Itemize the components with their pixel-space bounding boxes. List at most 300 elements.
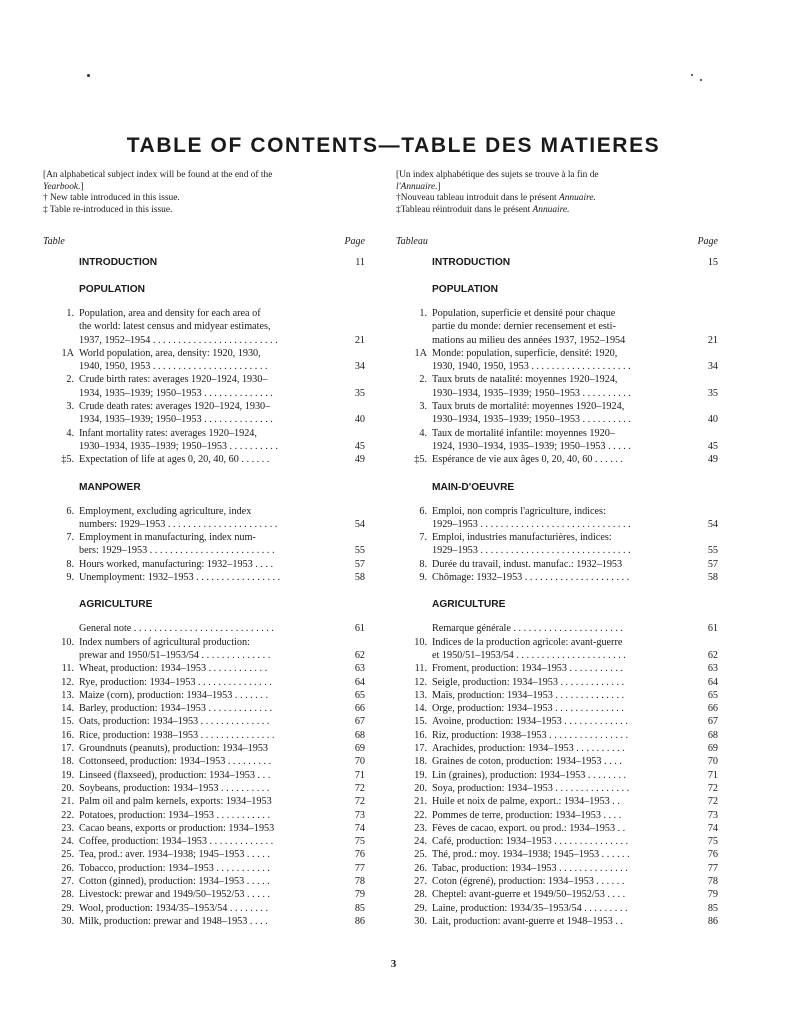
sections-container: [43, 283, 365, 928]
table-number: 14.: [61, 703, 74, 715]
note-line: [Un index alphabétique des sujets se trouve à la fin de: [396, 170, 599, 180]
toc-entry[interactable]: [396, 636, 718, 663]
toc-entry[interactable]: [396, 622, 718, 635]
toc-entry[interactable]: [43, 729, 365, 742]
page-ref: 70: [354, 756, 365, 768]
page-ref: 35: [354, 387, 365, 399]
table-number: 29.: [61, 902, 74, 914]
table-number: 13.: [414, 689, 427, 701]
page-ref: 76: [707, 849, 718, 861]
section-heading-introduction[interactable]: [43, 256, 365, 269]
page-ref: 34: [707, 361, 718, 373]
table-number: 9.: [419, 572, 427, 584]
toc-entry[interactable]: [43, 689, 365, 702]
entry-text: Froment, production: 1934–1953 . . . . . . . . . . .: [432, 663, 624, 675]
page-ref: 75: [354, 836, 365, 848]
index-note: [43, 170, 365, 216]
page-ref: 62: [354, 649, 365, 661]
scan-speck: [87, 74, 90, 77]
table-number: 24.: [61, 836, 74, 848]
page-ref: 71: [354, 769, 365, 781]
entry-text: Lait, production: avant-guerre et 1948–1953 . .: [432, 915, 623, 927]
page-ref: 55: [354, 545, 365, 557]
page-ref: 49: [354, 454, 365, 466]
entry-text: Huile et noix de palme, export.: 1934–1953 . .: [432, 796, 620, 808]
page-ref: 55: [707, 545, 718, 557]
entry-text: Durée du travail, indust. manufac.: 1932–1953: [432, 558, 623, 570]
note-end: ]: [80, 181, 84, 192]
table-number: 1A: [61, 347, 74, 359]
table-number: 10.: [61, 636, 74, 648]
table-number: 28.: [414, 889, 427, 901]
entry-text: Cotton (ginned), production: 1934–1953 . . . . .: [79, 875, 270, 887]
note-text: ‡Tableau réintroduit dans le présent: [396, 204, 533, 215]
page-ref: 58: [707, 572, 718, 584]
table-number: 20.: [61, 782, 74, 794]
entry-text: Wheat, production: 1934–1953 . . . . . . . . . . . .: [79, 663, 268, 675]
toc-entry[interactable]: [396, 835, 718, 848]
entry-text: Indices de la production agricole: avant-guerre: [432, 636, 623, 648]
page-ref: 73: [707, 809, 718, 821]
table-number: 6.: [419, 505, 427, 517]
table-number: 18.: [414, 756, 427, 768]
entry-text: Graines de coton, production: 1934–1953 . . . .: [432, 756, 622, 768]
entry-text: Orge, production: 1934–1953 . . . . . . . . . . . . . .: [432, 703, 624, 715]
toc-entry[interactable]: [396, 902, 718, 915]
entry-text: Infant mortality rates: averages 1920–1924,: [79, 427, 257, 439]
toc-entry[interactable]: [43, 307, 365, 347]
entry-text: 1929–1953 . . . . . . . . . . . . . . . . . . . . . . . . . . . . . .: [432, 545, 631, 557]
entry-text: Rye, production: 1934–1953 . . . . . . . . . . . . . . .: [79, 676, 272, 688]
table-number: 17.: [414, 743, 427, 755]
section-heading[interactable]: POPULATION: [432, 284, 499, 295]
page-ref: 72: [354, 796, 365, 808]
table-number: 18.: [61, 756, 74, 768]
toc-entry[interactable]: [396, 571, 718, 584]
table-number: 12.: [61, 676, 74, 688]
page-ref: 79: [354, 889, 365, 901]
table-number: 1A: [414, 347, 427, 359]
toc-entry[interactable]: [43, 835, 365, 848]
toc-entry[interactable]: [43, 715, 365, 728]
table-number: 21.: [61, 796, 74, 808]
page-ref: 79: [707, 889, 718, 901]
table-number: 9.: [66, 572, 74, 584]
table-number: 10.: [414, 636, 427, 648]
toc-entry[interactable]: [43, 453, 365, 466]
table-number: 1.: [66, 308, 74, 319]
page-ref: 67: [354, 716, 365, 728]
toc-entry[interactable]: [43, 875, 365, 888]
column-page-label: Page: [344, 236, 365, 247]
entry-text: Thé, prod.: moy. 1934–1938; 1945–1953 . . . . . .: [432, 849, 630, 861]
table-number: 3.: [419, 401, 427, 413]
table-number: 25.: [414, 849, 427, 861]
entry-text: 1930–1934, 1935–1939; 1950–1953 . . . . . . . . . .: [432, 387, 631, 399]
table-number: 30.: [414, 915, 427, 927]
toc-entry[interactable]: [43, 427, 365, 454]
entry-text: 1937, 1952–1954 . . . . . . . . . . . . . . . . . . . . . . . . .: [79, 334, 278, 346]
entry-text: numbers: 1929–1953 . . . . . . . . . . . . . . . . . . . . . .: [79, 518, 278, 530]
table-number: 28.: [61, 889, 74, 901]
table-number: 1.: [419, 308, 427, 319]
page-ref: 57: [354, 558, 365, 570]
toc-entry[interactable]: [396, 689, 718, 702]
toc-entry[interactable]: [396, 702, 718, 715]
entry-text: Hours worked, manufacturing: 1932–1953 . . . .: [79, 558, 274, 570]
entry-text: Emploi, non compris l'agriculture, indices:: [432, 505, 606, 517]
note-line: [An alphabetical subject index will be found at the end of the: [43, 170, 273, 180]
toc-entry[interactable]: [396, 307, 718, 347]
page-ref: 72: [707, 796, 718, 808]
toc-entry[interactable]: [396, 755, 718, 768]
entry-text: Oats, production: 1934–1953 . . . . . . . . . . . . . .: [79, 716, 270, 728]
column-header: [43, 236, 365, 250]
column-header: [396, 236, 718, 250]
page-ref: 78: [354, 875, 365, 887]
toc-entry[interactable]: [396, 400, 718, 427]
table-number: 30.: [61, 915, 74, 927]
page-ref: 71: [707, 769, 718, 781]
table-number: ‡5.: [414, 454, 427, 466]
page-ref: 74: [354, 822, 365, 834]
toc-entry[interactable]: [396, 742, 718, 755]
entry-text: bers: 1929–1953 . . . . . . . . . . . . . . . . . . . . . . . . .: [79, 545, 275, 557]
entry-text: 1930, 1940, 1950, 1953 . . . . . . . . . . . . . . . . . . . .: [432, 361, 631, 373]
page-ref: 86: [354, 915, 365, 927]
page-ref: 61: [707, 623, 718, 635]
entry-text: 1930–1934, 1935–1939; 1950–1953 . . . . . . . . . .: [79, 440, 278, 452]
toc-entry[interactable]: [43, 809, 365, 822]
entry-text: et 1950/51–1953/54 . . . . . . . . . . . . . . . . . . . . . .: [432, 649, 626, 661]
scan-speck: [700, 79, 702, 81]
toc-entry[interactable]: [43, 848, 365, 861]
section-heading-introduction[interactable]: [396, 256, 718, 269]
entry-text: 1940, 1950, 1953 . . . . . . . . . . . . . . . . . . . . . . .: [79, 361, 268, 373]
entry-text: the world: latest census and midyear estimates,: [79, 321, 271, 333]
note-line: ‡ Table re-introduced in this issue.: [43, 204, 173, 215]
toc-entry[interactable]: [43, 862, 365, 875]
column-page-label: Page: [697, 236, 718, 247]
toc-entry[interactable]: [396, 729, 718, 742]
toc-entry[interactable]: [43, 782, 365, 795]
entry-text: Palm oil and palm kernels, exports: 1934–1953: [79, 796, 272, 808]
toc-entry[interactable]: [396, 862, 718, 875]
section-heading[interactable]: AGRICULTURE: [79, 599, 153, 611]
page-ref: 76: [354, 849, 365, 861]
table-number: 21.: [414, 796, 427, 808]
page-ref: 54: [707, 518, 718, 530]
entry-text: Index numbers of agricultural production:: [79, 636, 250, 648]
toc-entry[interactable]: [396, 795, 718, 808]
scan-speck: [691, 74, 693, 76]
table-number: ‡5.: [61, 454, 74, 466]
table-number: 2.: [66, 374, 74, 386]
entry-text: Coton (égrené), production: 1934–1953 . . . . . .: [432, 875, 625, 887]
entry-text: Fèves de cacao, export. ou prod.: 1934–1953 . .: [432, 822, 626, 834]
page-ref: 68: [707, 729, 718, 741]
toc-entry[interactable]: [43, 902, 365, 915]
note-italic: Annuaire.: [558, 193, 596, 203]
entry-text: Emploi, industries manufacturières, indices:: [432, 532, 612, 544]
toc-entry[interactable]: [43, 755, 365, 768]
toc-entry[interactable]: [396, 662, 718, 675]
toc-entry[interactable]: [396, 347, 718, 374]
page-ref: 61: [354, 623, 365, 635]
table-number: 20.: [414, 782, 427, 794]
entry-text: General note . . . . . . . . . . . . . . . . . . . . . . . . . . . .: [79, 623, 274, 635]
page-ref: 58: [354, 572, 365, 584]
column-label: Table: [43, 236, 65, 247]
page-ref: 21: [354, 334, 365, 346]
page-ref: 69: [354, 743, 365, 755]
table-number: 4.: [419, 427, 427, 439]
toc-entry[interactable]: [396, 453, 718, 466]
note-end: ]: [437, 181, 441, 192]
entry-text: Expectation of life at ages 0, 20, 40, 60 . . . . . .: [79, 454, 270, 466]
page-ref: 66: [707, 703, 718, 715]
entry-text: prewar and 1950/51–1953/54 . . . . . . . . . . . . . .: [79, 649, 271, 661]
table-number: 15.: [61, 716, 74, 728]
section-heading[interactable]: MANPOWER: [79, 481, 141, 493]
entry-text: Lin (graines), production: 1934–1953 . . . . . . . .: [432, 769, 627, 781]
entry-text: Livestock: prewar and 1949/50–1952/53 . . . . .: [79, 889, 270, 901]
toc-entry[interactable]: [43, 822, 365, 835]
table-number: 12.: [414, 676, 427, 688]
toc-entry[interactable]: [396, 875, 718, 888]
toc-entry[interactable]: [43, 558, 365, 571]
toc-entry[interactable]: [396, 715, 718, 728]
page-ref: 63: [354, 663, 365, 675]
section-heading-text: INTRODUCTION: [79, 257, 158, 268]
page-ref: 21: [707, 334, 718, 346]
table-number: 7.: [419, 532, 427, 544]
note-line: [396, 193, 718, 205]
toc-entry[interactable]: [43, 915, 365, 928]
entry-text: Taux bruts de mortalité: moyennes 1920–1924,: [432, 401, 625, 413]
entry-text: 1930–1934, 1935–1939; 1950–1953 . . . . . . . . . .: [432, 414, 631, 426]
page-ref: 11: [355, 257, 365, 268]
note-line: [396, 205, 718, 217]
page-ref: 40: [354, 414, 365, 426]
table-number: 7.: [66, 532, 74, 544]
table-number: 29.: [414, 902, 427, 914]
toc-entry[interactable]: [396, 769, 718, 782]
entry-text: mations au milieu des années 1937, 1952–1954: [432, 334, 626, 346]
toc-entry[interactable]: [43, 531, 365, 558]
entry-text: Café, production: 1934–1953 . . . . . . . . . . . . . . .: [432, 836, 629, 848]
section-heading[interactable]: POPULATION: [79, 284, 146, 295]
toc-entry[interactable]: [396, 915, 718, 928]
entry-text: Seigle, production: 1934–1953 . . . . . . . . . . . . .: [432, 676, 625, 688]
entry-text: Crude birth rates: averages 1920–1924, 1930–: [79, 374, 268, 386]
table-number: 16.: [414, 729, 427, 741]
toc-entry[interactable]: [396, 822, 718, 835]
toc-entry[interactable]: [396, 427, 718, 454]
toc-entry[interactable]: [396, 505, 718, 532]
page-ref: 78: [707, 875, 718, 887]
table-number: 11.: [414, 663, 427, 675]
toc-entry[interactable]: [43, 795, 365, 808]
page-ref: 15: [707, 257, 718, 268]
entry-text: Population, area and density for each area of: [79, 308, 261, 319]
table-number: 26.: [61, 862, 74, 874]
page-number: 3: [390, 958, 397, 970]
entry-text: Population, superficie et densité pour chaque: [432, 308, 616, 319]
note-line: [43, 182, 365, 194]
page-ref: 86: [707, 915, 718, 927]
page-ref: 74: [707, 822, 718, 834]
entry-text: Cheptel: avant-guerre et 1949/50–1952/53 . . . .: [432, 889, 626, 901]
entry-text: Employment, excluding agriculture, index: [79, 505, 252, 517]
entry-text: partie du monde: dernier recensement et esti-: [432, 321, 616, 333]
toc-entry[interactable]: [396, 809, 718, 822]
entry-text: Monde: population, superficie, densité: 1920,: [432, 347, 618, 359]
table-number: 3.: [66, 401, 74, 413]
table-number: 8.: [66, 558, 74, 570]
entry-text: Cottonseed, production: 1934–1953 . . . . . . . . .: [79, 756, 272, 768]
table-number: 15.: [414, 716, 427, 728]
toc-entry[interactable]: [43, 347, 365, 374]
note-line: [396, 182, 718, 194]
sections-container: [396, 283, 718, 928]
toc-entry[interactable]: [396, 782, 718, 795]
toc-entry[interactable]: [396, 848, 718, 861]
table-number: 27.: [414, 875, 427, 887]
table-number: 24.: [414, 836, 427, 848]
section-heading[interactable]: MAIN-D'OEUVRE: [432, 481, 515, 493]
entry-text: Wool, production: 1934/35–1953/54 . . . . . . . .: [79, 902, 269, 914]
page-ref: 70: [707, 756, 718, 768]
page-ref: 75: [707, 836, 718, 848]
toc-entry[interactable]: [396, 558, 718, 571]
page-ref: 67: [707, 716, 718, 728]
toc-entry[interactable]: [396, 888, 718, 901]
page-ref: 85: [707, 902, 718, 914]
table-number: 17.: [61, 743, 74, 755]
note-text: †Nouveau tableau introduit dans le présent: [396, 193, 559, 203]
entry-text: Crude death rates: averages 1920–1924, 1930–: [79, 401, 271, 413]
entry-text: Maïs, production: 1934–1953 . . . . . . . . . . . . . .: [432, 689, 625, 701]
page-ref: 54: [354, 518, 365, 530]
page-ref: 35: [707, 387, 718, 399]
page-ref: 64: [354, 676, 365, 688]
table-number: 11.: [61, 663, 74, 675]
entry-text: Tobacco, production: 1934–1953 . . . . . . . . . . .: [79, 862, 270, 874]
entry-text: Employment in manufacturing, index num-: [79, 532, 256, 544]
toc-entry[interactable]: [43, 636, 365, 663]
table-number: 13.: [61, 689, 74, 701]
toc-entry[interactable]: [43, 571, 365, 584]
table-number: 23.: [61, 822, 74, 834]
toc-entry[interactable]: [43, 505, 365, 532]
entry-text: Remarque générale . . . . . . . . . . . . . . . . . . . . . .: [432, 623, 623, 635]
page-ref: 66: [354, 703, 365, 715]
entry-text: Tea, prod.: aver. 1934–1938; 1945–1953 . . . . .: [79, 849, 270, 861]
note-italic: Yearbook.: [43, 181, 81, 192]
page-ref: 64: [707, 676, 718, 688]
page-ref: 72: [707, 782, 718, 794]
toc-entry[interactable]: [43, 400, 365, 427]
column-label: Tableau: [396, 236, 428, 247]
toc-entry[interactable]: [396, 373, 718, 400]
entry-text: Barley, production: 1934–1953 . . . . . . . . . . . . .: [79, 703, 273, 715]
table-number: 27.: [61, 875, 74, 887]
toc-entry[interactable]: [43, 888, 365, 901]
page-ref: 45: [354, 440, 365, 452]
entry-text: Taux bruts de natalité: moyennes 1920–1924,: [432, 374, 618, 386]
table-number: 23.: [414, 822, 427, 834]
page-ref: 68: [354, 729, 365, 741]
section-heading[interactable]: AGRICULTURE: [432, 599, 506, 611]
page-ref: 77: [354, 862, 365, 874]
note-line: † New table introduced in this issue.: [43, 193, 180, 203]
table-number: 19.: [414, 769, 427, 781]
table-number: 8.: [419, 558, 427, 570]
table-number: 22.: [61, 809, 74, 821]
entry-text: Potatoes, production: 1934–1953 . . . . . . . . . . .: [79, 809, 271, 821]
toc-entry[interactable]: [43, 702, 365, 715]
table-number: 26.: [414, 862, 427, 874]
entry-text: Unemployment: 1932–1953 . . . . . . . . . . . . . . . . .: [79, 572, 281, 584]
entry-text: Maize (corn), production: 1934–1953 . . . . . . .: [79, 689, 268, 701]
table-number: 16.: [61, 729, 74, 741]
page-ref: 65: [354, 689, 365, 701]
toc-column-french: [396, 170, 718, 928]
toc-entry[interactable]: [43, 622, 365, 635]
entry-text: 1924, 1930–1934, 1935–1939; 1950–1953 . . . . .: [432, 440, 631, 452]
index-note: [396, 170, 718, 216]
page-ref: 34: [354, 361, 365, 373]
toc-entry[interactable]: [43, 676, 365, 689]
note-italic: Annuaire.: [532, 204, 570, 215]
table-number: 25.: [61, 849, 74, 861]
table-number: 22.: [414, 809, 427, 821]
toc-entry[interactable]: [43, 662, 365, 675]
table-number: 6.: [66, 505, 74, 517]
toc-entry[interactable]: [396, 531, 718, 558]
entry-text: Soybeans, production: 1934–1953 . . . . . . . . . .: [79, 782, 270, 794]
entry-text: World population, area, density: 1920, 1930,: [79, 347, 261, 359]
toc-entry[interactable]: [43, 742, 365, 755]
toc-entry[interactable]: [43, 769, 365, 782]
table-number: 19.: [61, 769, 74, 781]
entry-text: Pommes de terre, production: 1934–1953 . . . .: [432, 809, 622, 821]
page-ref: 77: [707, 862, 718, 874]
page-ref: 57: [707, 558, 718, 570]
page-ref: 45: [707, 440, 718, 452]
entry-text: Arachides, production: 1934–1953 . . . . . . . . . .: [432, 743, 625, 755]
entry-text: Coffee, production: 1934–1953 . . . . . . . . . . . . .: [79, 836, 274, 848]
entry-text: Avoine, production: 1934–1953 . . . . . . . . . . . . .: [432, 716, 628, 728]
entry-text: Soya, production: 1934–1953 . . . . . . . . . . . . . . .: [432, 782, 630, 794]
entry-text: Laine, production: 1934/35–1953/54 . . . . . . . . .: [432, 902, 628, 914]
entry-text: Riz, production: 1938–1953 . . . . . . . . . . . . . . . .: [432, 729, 629, 741]
table-number: 2.: [419, 374, 427, 386]
entry-text: Linseed (flaxseed), production: 1934–1953 . . .: [79, 769, 271, 781]
table-number: 14.: [414, 703, 427, 715]
entry-text: Espérance de vie aux âges 0, 20, 40, 60 . . . . . .: [432, 454, 623, 466]
page-ref: 73: [354, 809, 365, 821]
toc-column-english: [43, 170, 365, 928]
entry-text: Chômage: 1932–1953 . . . . . . . . . . . . . . . . . . . . .: [432, 572, 630, 584]
entry-text: Rice, production: 1938–1953 . . . . . . . . . . . . . . .: [79, 729, 275, 741]
toc-entry[interactable]: [43, 373, 365, 400]
table-number: 4.: [66, 427, 74, 439]
page-ref: 62: [707, 649, 718, 661]
note-italic: l'Annuaire.: [396, 181, 438, 192]
toc-entry[interactable]: [396, 676, 718, 689]
